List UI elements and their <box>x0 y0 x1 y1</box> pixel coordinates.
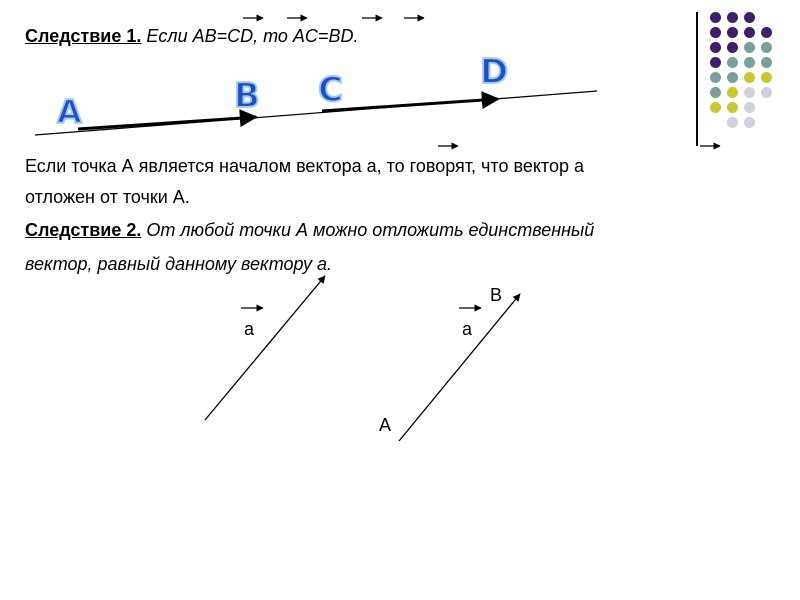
corollary-2-text-1: От любой точки А можно отложить единственный <box>141 220 595 240</box>
decor-dot <box>727 57 738 68</box>
decor-dot <box>761 72 772 83</box>
corollary-1-eq2: AC=BD <box>292 26 354 46</box>
decor-dot <box>727 42 738 53</box>
point-d-letter: D <box>480 52 509 92</box>
vector-cd-line <box>322 99 498 111</box>
decor-vertical-bar <box>696 12 698 146</box>
vector-left <box>205 276 325 420</box>
decor-dot <box>744 102 755 113</box>
decor-dot <box>727 102 738 113</box>
decor-dot <box>744 12 755 23</box>
decor-dot <box>761 42 772 53</box>
decor-dot <box>761 87 772 98</box>
decor-dot <box>744 72 755 83</box>
definition-line-2: отложен от точки А. <box>25 187 190 207</box>
decor-dot <box>710 87 721 98</box>
vector-ab-line <box>78 117 256 129</box>
point-a-label: A <box>379 415 392 435</box>
point-b-letter: B <box>234 76 260 116</box>
decor-dot <box>761 57 772 68</box>
decor-dot <box>710 42 721 53</box>
decor-dot <box>744 87 755 98</box>
point-a-letter: A <box>57 93 82 131</box>
decor-dot <box>727 12 738 23</box>
point-c-letter: C <box>318 70 343 110</box>
base-line <box>35 91 597 135</box>
corollary-1-label: Следствие 1. <box>25 26 142 46</box>
decor-dot <box>710 12 721 23</box>
vector-right-label: a <box>462 319 473 339</box>
corollary-1-eq1: AB=CD <box>192 26 254 46</box>
point-b-label: B <box>490 285 503 305</box>
decor-dot <box>710 27 721 38</box>
decor-dot <box>727 72 738 83</box>
vector-left-label: a <box>244 319 255 339</box>
decor-dot <box>727 87 738 98</box>
vector-right <box>399 294 520 441</box>
definition-line-1: Если точка А является началом вектора а, то говорят, что вектор а <box>25 156 584 176</box>
decor-dot <box>761 27 772 38</box>
corollary-1-prefix: Если <box>146 26 193 46</box>
decor-dot <box>710 72 721 83</box>
corollary-1-mid: , то <box>253 26 293 46</box>
decor-dot <box>727 117 738 128</box>
decor-dot <box>744 57 755 68</box>
corollary-2-text-2: вектор, равный данному вектору а. <box>25 254 332 274</box>
decor-dot <box>744 42 755 53</box>
decor-dot <box>744 27 755 38</box>
corollary-1-end: . <box>353 26 359 46</box>
decor-dot <box>710 102 721 113</box>
corollary-2-label: Следствие 2. <box>25 220 142 240</box>
decor-dot <box>744 117 755 128</box>
decor-dot-grid <box>710 12 780 124</box>
decor-dot <box>727 27 738 38</box>
decor-dot <box>710 57 721 68</box>
